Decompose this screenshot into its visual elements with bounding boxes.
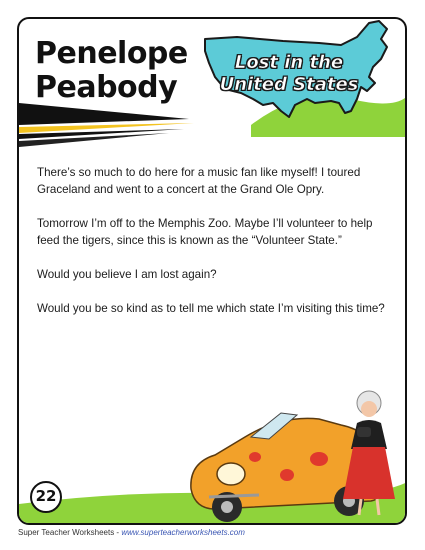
footer <box>18 528 245 537</box>
story-paragraph-1: There’s so much to do here for a music fan like myself! I toured Graceland and went to a concert at the Grand Ole Opry. <box>37 166 361 196</box>
footer-url-link[interactable]: www.superteacherworksheets.com <box>121 528 245 537</box>
story-paragraph-2: Tomorrow I’m off to the Memphis Zoo. Maybe I’ll volunteer to help feed the tigers, since this is known as the “Volunteer State.” <box>37 217 373 247</box>
car-and-traveler-illustration <box>19 379 407 525</box>
page-title <box>35 37 188 105</box>
story-paragraph-4: Would you be so kind as to tell me which state I’m visiting this time? <box>37 302 385 315</box>
title-line-2: Peabody <box>35 70 178 105</box>
worksheet-frame <box>17 17 407 525</box>
story-paragraph-3: Would you believe I am lost again? <box>37 268 217 281</box>
map-title-line-2: United States <box>219 74 359 95</box>
title-line-1: Penelope <box>35 36 188 71</box>
footer-brand: Super Teacher Worksheets - <box>18 528 122 537</box>
page-number-badge: 22 <box>30 481 62 513</box>
map-title-line-1: Lost in the <box>234 52 344 73</box>
story-text <box>37 164 387 334</box>
